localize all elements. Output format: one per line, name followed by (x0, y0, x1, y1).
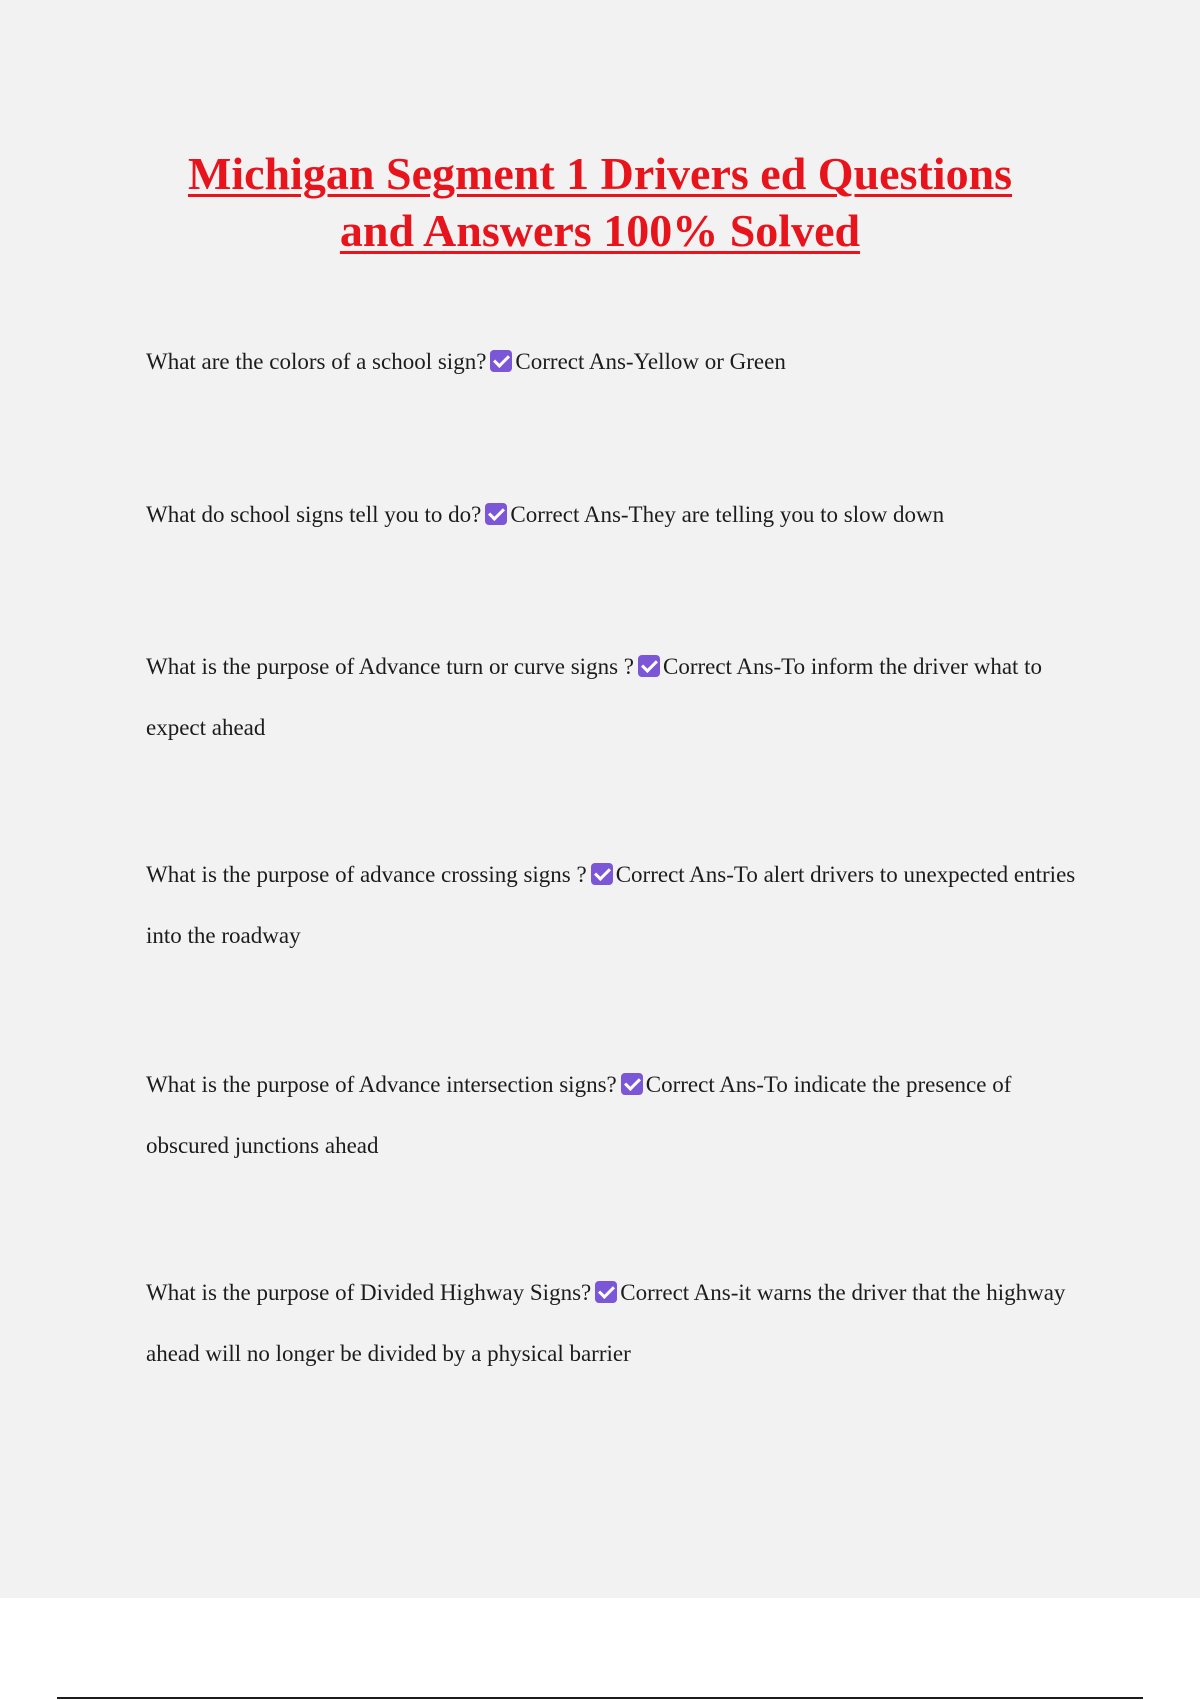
check-box-icon (621, 1073, 643, 1095)
question-text: What is the purpose of advance crossing signs ? (146, 862, 587, 887)
check-box-icon (591, 863, 613, 885)
qa-item-4 (146, 844, 1076, 966)
answer-text: Correct Ans-Yellow or Green (515, 349, 786, 374)
page-title (0, 145, 1200, 259)
title-line-1: Michigan Segment 1 Drivers ed Questions (187, 148, 1013, 199)
title-line-2: and Answers 100% Solved (339, 205, 861, 256)
answer-text: Correct Ans-To indicate the presence of obscured junctions ahead (146, 1072, 1012, 1158)
qa-item-5 (146, 1054, 1076, 1176)
question-text: What is the purpose of Advance turn or curve signs ? (146, 654, 634, 679)
check-box-icon (595, 1281, 617, 1303)
footer-divider (57, 1697, 1143, 1699)
answer-text: Correct Ans-To alert drivers to unexpected entries into the roadway (146, 862, 1076, 948)
check-box-icon (490, 350, 512, 372)
check-box-icon (485, 503, 507, 525)
question-text: What is the purpose of Divided Highway Signs? (146, 1280, 592, 1305)
answer-text: Correct Ans-To inform the driver what to expect ahead (146, 654, 1043, 740)
qa-item-3 (146, 636, 1076, 758)
question-text: What are the colors of a school sign? (146, 349, 487, 374)
qa-item-1 (146, 331, 1076, 392)
question-text: What do school signs tell you to do? (146, 502, 482, 527)
answer-text: Correct Ans-it warns the driver that the highway ahead will no longer be divided by a physical barrier (146, 1280, 1066, 1366)
question-text: What is the purpose of Advance intersection signs? (146, 1072, 617, 1097)
qa-item-2 (146, 484, 1076, 545)
qa-item-6 (146, 1262, 1076, 1384)
answer-text: Correct Ans-They are telling you to slow down (510, 502, 945, 527)
check-box-icon (638, 655, 660, 677)
